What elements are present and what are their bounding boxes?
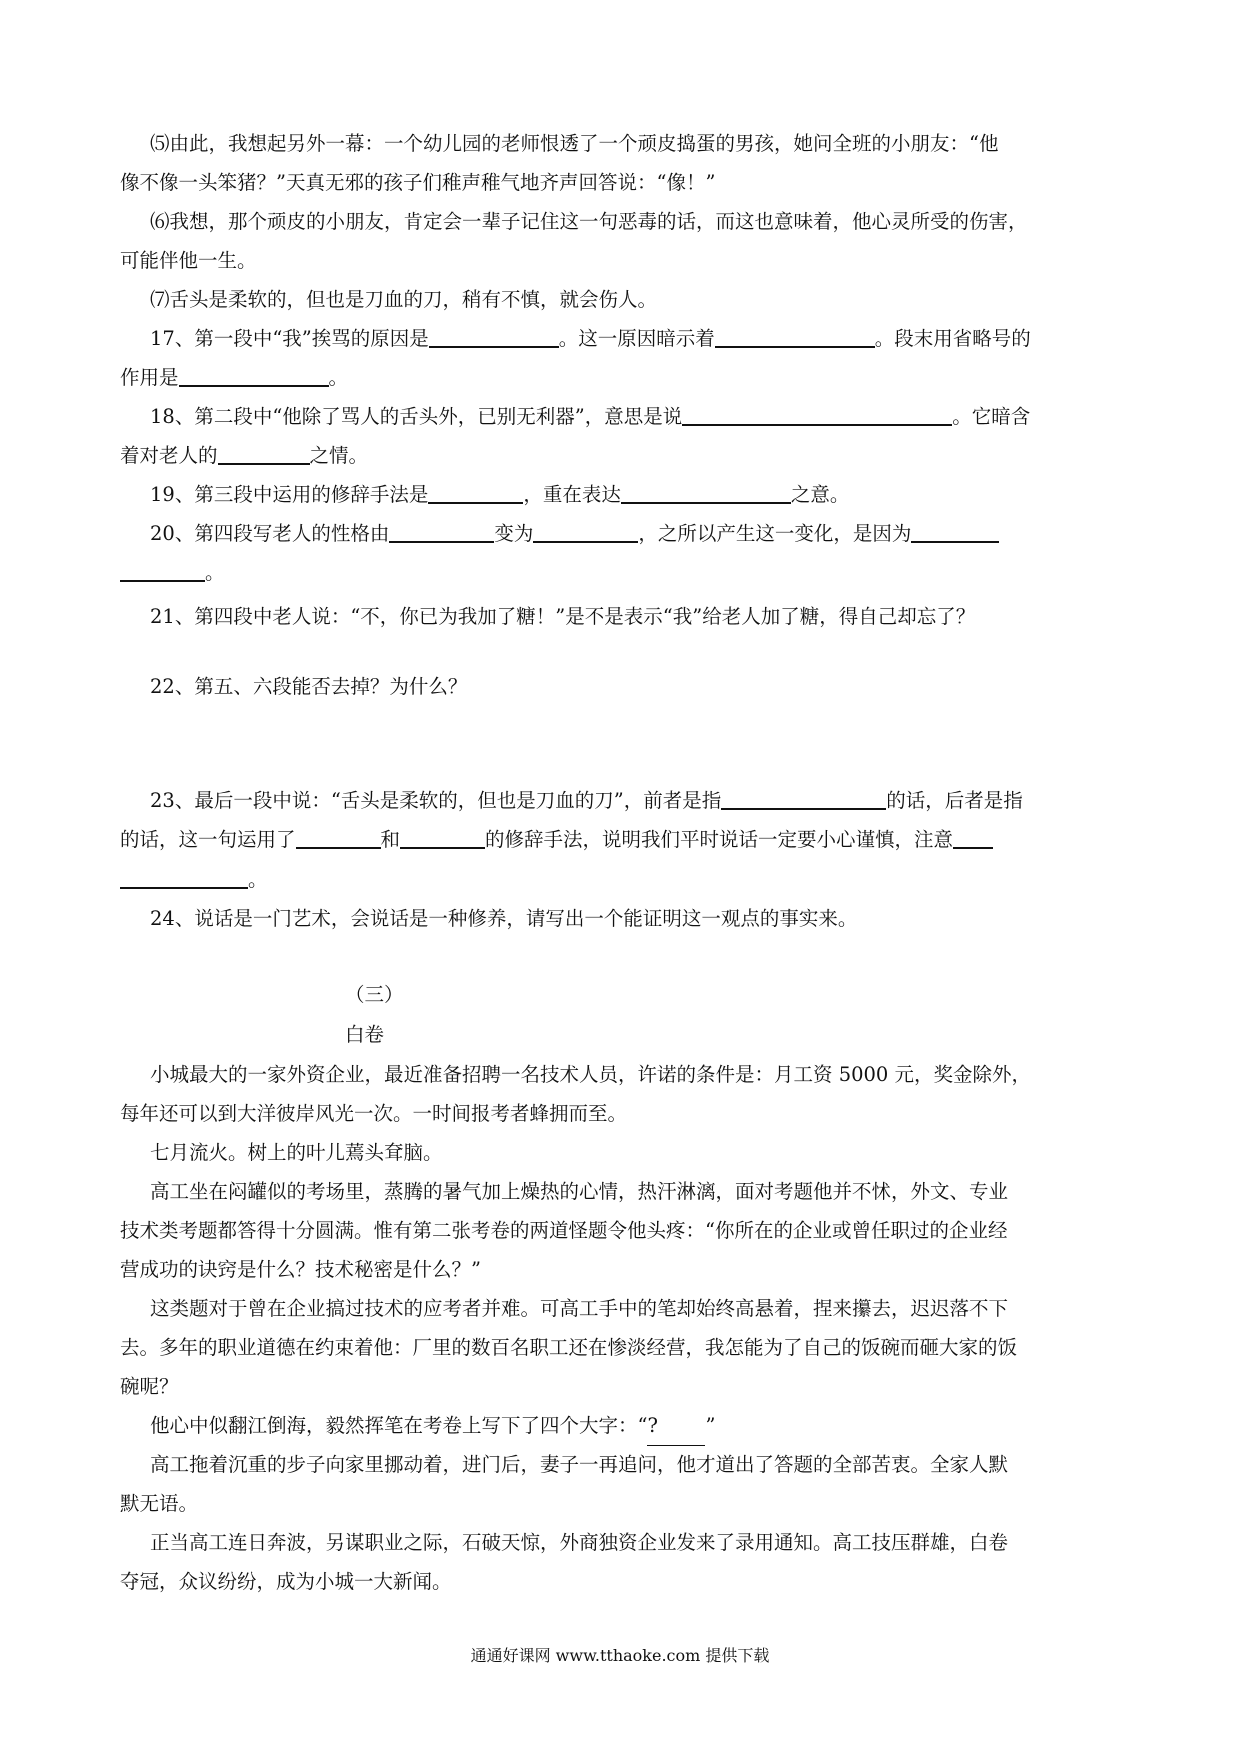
answer-blank[interactable] — [296, 823, 381, 849]
question-23-text-a: 23、最后一段中说：“舌头是柔软的，但也是刀血的刀”，前者是指 — [150, 789, 722, 812]
question-17-text-d: 作用是 — [120, 366, 179, 389]
answer-blank[interactable] — [120, 863, 248, 889]
answer-blank[interactable] — [120, 556, 205, 582]
question-19-text-b: ，重在表达 — [523, 483, 621, 506]
section-title: 白卷 — [345, 1023, 385, 1046]
question-24: 24、说话是一门艺术，会说话是一种修养，请写出一个能证明这一观点的事实来。 — [150, 907, 858, 930]
question-19 — [150, 475, 1155, 514]
answer-blank[interactable] — [429, 322, 559, 348]
question-18-text-b: 。它暗含 — [952, 405, 1031, 428]
paragraph-6-line-1: ⑹我想，那个顽皮的小朋友，肯定会一辈子记住这一句恶毒的话，而这也意味着，他心灵所受的伤害， — [150, 210, 1028, 233]
answer-blank[interactable] — [389, 517, 494, 543]
question-22: 22、第五、六段能否去掉？为什么？ — [150, 675, 468, 698]
story-paragraph-5 — [150, 1406, 1155, 1446]
question-18-text-a: 18、第二段中“他除了骂人的舌头外，已别无利器”，意思是说 — [150, 405, 683, 428]
answer-blank[interactable] — [621, 478, 791, 504]
question-21: 21、第四段中老人说：“不，你已为我加了糖！”是不是表示“我”给老人加了糖，得自己却忘了？ — [150, 605, 976, 628]
answer-blank[interactable] — [721, 784, 886, 810]
underlined-answer: ? — [647, 1406, 705, 1446]
question-20-line-1 — [150, 514, 1155, 553]
answer-blank[interactable] — [682, 400, 952, 426]
question-17-line-1 — [150, 319, 1155, 358]
answer-blank[interactable] — [533, 517, 638, 543]
story-paragraph-5-text: 他心中似翻江倒海，毅然挥笔在考卷上写下了四个大字：“ — [150, 1414, 648, 1437]
answer-blank[interactable] — [953, 823, 993, 849]
question-19-text-c: 之意。 — [790, 483, 850, 506]
question-23-line-2 — [120, 820, 1125, 859]
answer-blank[interactable] — [715, 322, 875, 348]
section-number: （三） — [345, 983, 404, 1006]
paragraph-5-line-2: 像不像一头笨猪？”天真无邪的孩子们稚声稚气地齐声回答说：“像！” — [120, 171, 716, 194]
closing-quote: ” — [705, 1414, 716, 1437]
question-23-text-c: 的话，这一句运用了 — [120, 828, 296, 851]
question-17-text-c: 。段末用省略号的 — [874, 327, 1031, 350]
question-18-text-c: 着对老人的 — [120, 444, 218, 467]
question-23-line-3 — [120, 860, 1125, 899]
question-20-line-2 — [120, 553, 1125, 592]
answer-blank[interactable] — [218, 439, 310, 465]
story-paragraph-4-line-3: 碗呢？ — [120, 1375, 179, 1398]
question-20-text-b: 变为 — [494, 522, 534, 545]
question-20-text-a: 20、第四段写老人的性格由 — [150, 522, 390, 545]
story-paragraph-6-line-1: 高工拖着沉重的步子向家里挪动着，进门后，妻子一再追问，他才道出了答题的全部苦衷。全家人默 — [150, 1453, 1009, 1476]
question-23-line-1 — [150, 781, 1155, 820]
question-23-text-d: 和 — [380, 828, 401, 851]
paragraph-6-line-2: 可能伴他一生。 — [120, 249, 257, 272]
story-paragraph-3-line-3: 营成功的诀窍是什么？技术秘密是什么？” — [120, 1258, 481, 1281]
question-20-text-d: 。 — [205, 561, 225, 584]
story-paragraph-4-line-1: 这类题对于曾在企业搞过技术的应考者并难。可高工手中的笔却始终高悬着，捏来攥去，迟迟落不下 — [150, 1297, 1009, 1320]
answer-blank[interactable] — [400, 823, 485, 849]
story-paragraph-7-line-2: 夺冠，众议纷纷，成为小城一大新闻。 — [120, 1570, 452, 1593]
question-23-text-b: 的话，后者是指 — [886, 789, 1023, 812]
answer-blank[interactable] — [911, 517, 999, 543]
question-18-line-2 — [120, 436, 1125, 475]
question-17-line-2 — [120, 358, 1125, 397]
paragraph-7: ⑺舌头是柔软的，但也是刀血的刀，稍有不慎，就会伤人。 — [150, 288, 658, 311]
story-paragraph-3-line-1: 高工坐在闷罐似的考场里，蒸腾的暑气加上燥热的心情，热汗淋漓，面对考题他并不怵，外文、专业 — [150, 1180, 1009, 1203]
question-17-text-a: 17、第一段中“我”挨骂的原因是 — [150, 327, 429, 350]
story-paragraph-3-line-2: 技术类考题都答得十分圆满。惟有第二张考卷的两道怪题令他头疼：“你所在的企业或曾任职过的企业经 — [120, 1219, 1008, 1242]
story-paragraph-2: 七月流火。树上的叶儿蔫头耷脑。 — [150, 1141, 443, 1164]
question-18-text-d: 之情。 — [309, 444, 369, 467]
answer-blank[interactable] — [428, 478, 523, 504]
question-23-text-e: 的修辞手法，说明我们平时说话一定要小心谨慎，注意 — [485, 828, 954, 851]
story-paragraph-6-line-2: 默无语。 — [120, 1492, 199, 1515]
paragraph-5-line-1: ⑸由此，我想起另外一幕：一个幼儿园的老师恨透了一个顽皮捣蛋的男孩，她问全班的小朋友：“他 — [150, 132, 999, 155]
footer-credit: 通通好课网 www.tthaoke.com 提供下载 — [470, 1646, 770, 1665]
question-18-line-1 — [150, 397, 1155, 436]
story-paragraph-1-line-1: 小城最大的一家外资企业，最近准备招聘一名技术人员，许诺的条件是：月工资 5000 元，奖金除外， — [150, 1063, 1032, 1086]
question-23-text-f: 。 — [248, 868, 268, 891]
story-paragraph-4-line-2: 去。多年的职业道德在约束着他：厂里的数百名职工还在惨淡经营，我怎能为了自己的饭碗而砸大家的饭 — [120, 1336, 1018, 1359]
question-19-text-a: 19、第三段中运用的修辞手法是 — [150, 483, 429, 506]
question-17-text-e: 。 — [328, 366, 349, 389]
story-paragraph-7-line-1: 正当高工连日奔波，另谋职业之际，石破天惊，外商独资企业发来了录用通知。高工技压群雄，白卷 — [150, 1531, 1009, 1554]
question-17-text-b: 。这一原因暗示着 — [558, 327, 715, 350]
answer-blank[interactable] — [179, 361, 329, 387]
question-20-text-c: ，之所以产生这一变化，是因为 — [638, 522, 912, 545]
story-paragraph-1-line-2: 每年还可以到大洋彼岸风光一次。一时间报考者蜂拥而至。 — [120, 1102, 628, 1125]
